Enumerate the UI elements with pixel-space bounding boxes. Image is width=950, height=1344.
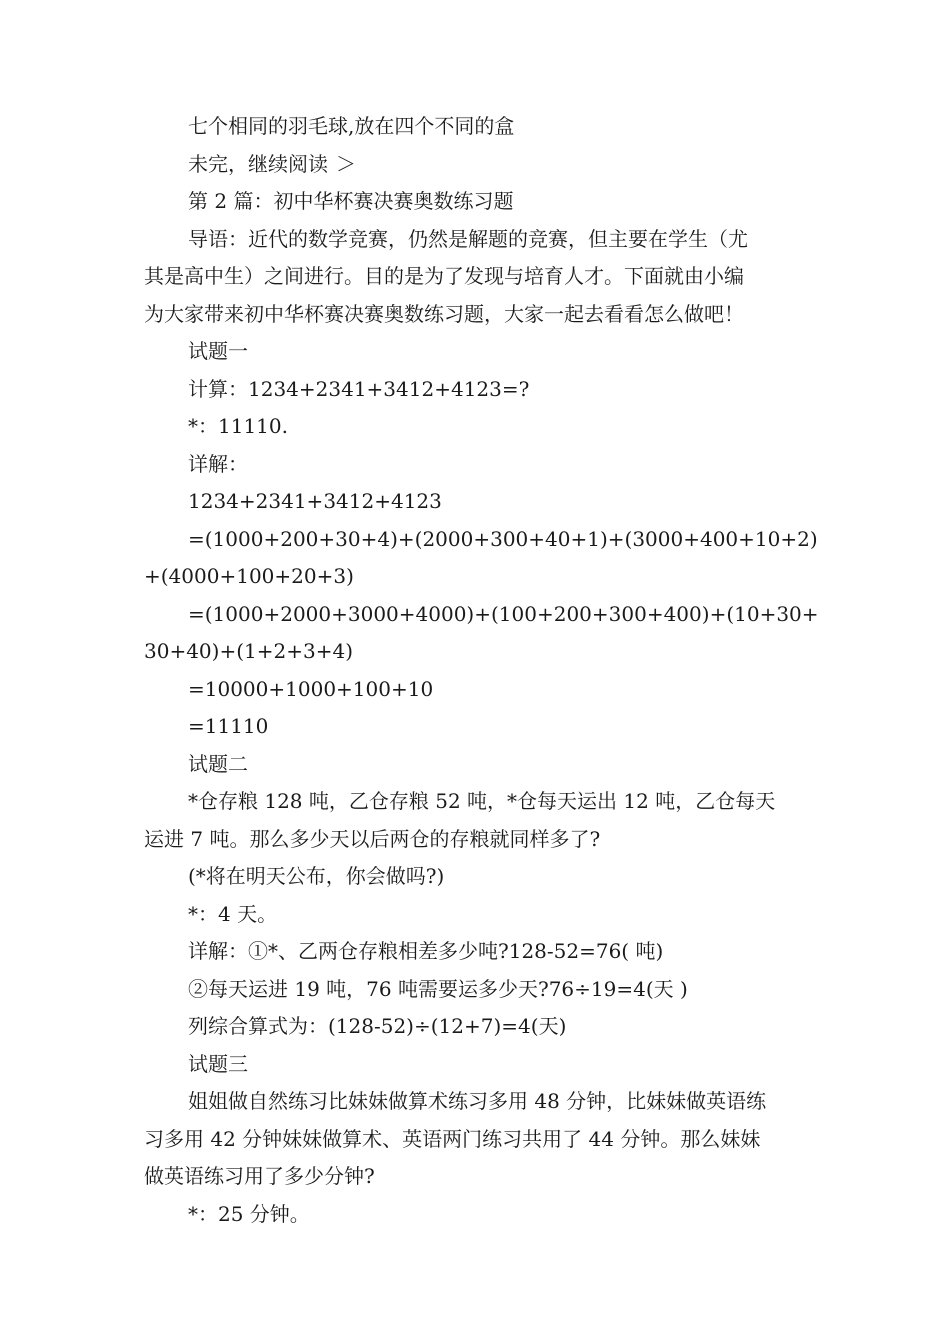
solution-step: 1234+2341+3412+4123 (188, 489, 442, 513)
chevron-right-icon: ＞ (336, 151, 356, 176)
solution-step: +(4000+100+20+3) (144, 564, 354, 588)
continue-reading-link[interactable] (144, 146, 810, 184)
question-3-text: 姐姐做自然练习比妹妹做算术练习多用 48 分钟，比妹妹做英语练 (188, 1089, 767, 1113)
question-1-detail-label: 详解： (188, 451, 248, 476)
solution-step: 30+40)+(1+2+3+4) (144, 639, 353, 663)
question-2-answer: *：4 天。 (188, 901, 278, 926)
question-2-detail: ②每天运进 19 吨，76 吨需要运多少天?76÷19=4(天 ) (188, 976, 688, 1001)
question-1-answer: *：11110. (188, 414, 288, 438)
continue-reading-label: 未完，继续阅读 (188, 151, 328, 176)
solution-step: =11110 (188, 714, 269, 738)
intro-line: 导语：近代的数学竞赛，仍然是解题的竞赛，但主要在学生（尤 (188, 226, 748, 251)
intro-line: 为大家带来初中华杯赛决赛奥数练习题，大家一起去看看怎么做吧！ (144, 301, 744, 326)
solution-step: =10000+1000+100+10 (188, 676, 434, 701)
question-2-note: (*将在明天公布，你会做吗?) (188, 864, 445, 888)
question-3-heading: 试题三 (188, 1051, 248, 1076)
question-3-text: 习多用 42 分钟妹妹做算术、英语两门练习共用了 44 分钟。那么妹妹 (144, 1126, 761, 1151)
question-2-heading: 试题二 (188, 751, 248, 776)
document-body (144, 108, 819, 1233)
question-2-text: *仓存粮 128 吨，乙仓存粮 52 吨，*仓每天运出 12 吨，乙仓每天 (188, 789, 776, 813)
intro-line: 其是高中生）之间进行。目的是为了发现与培育人才。下面就由小编 (144, 264, 744, 288)
question-2-detail: 列综合算式为：(128-52)÷(12+7)=4(天) (188, 1014, 567, 1038)
question-2-text: 运进 7 吨。那么多少天以后两仓的存粮就同样多了? (144, 826, 601, 851)
truncated-title: 七个相同的羽毛球,放在四个不同的盒 (188, 114, 515, 138)
question-3-answer: *：25 分钟。 (188, 1201, 310, 1226)
solution-step: =(1000+2000+3000+4000)+(100+200+300+400)+(10+30+ (188, 601, 819, 626)
solution-step: =(1000+200+30+4)+(2000+300+40+1)+(3000+400+10+2) (188, 526, 818, 551)
question-3-text: 做英语练习用了多少分钟? (144, 1164, 375, 1188)
section-title: 第 2 篇：初中华杯赛决赛奥数练习题 (188, 189, 514, 213)
question-1-heading: 试题一 (188, 339, 248, 363)
question-1-text: 计算：1234+2341+3412+4123=? (188, 376, 530, 401)
question-2-detail: 详解：①*、乙两仓存粮相差多少吨?128-52=76( 吨) (188, 939, 664, 963)
